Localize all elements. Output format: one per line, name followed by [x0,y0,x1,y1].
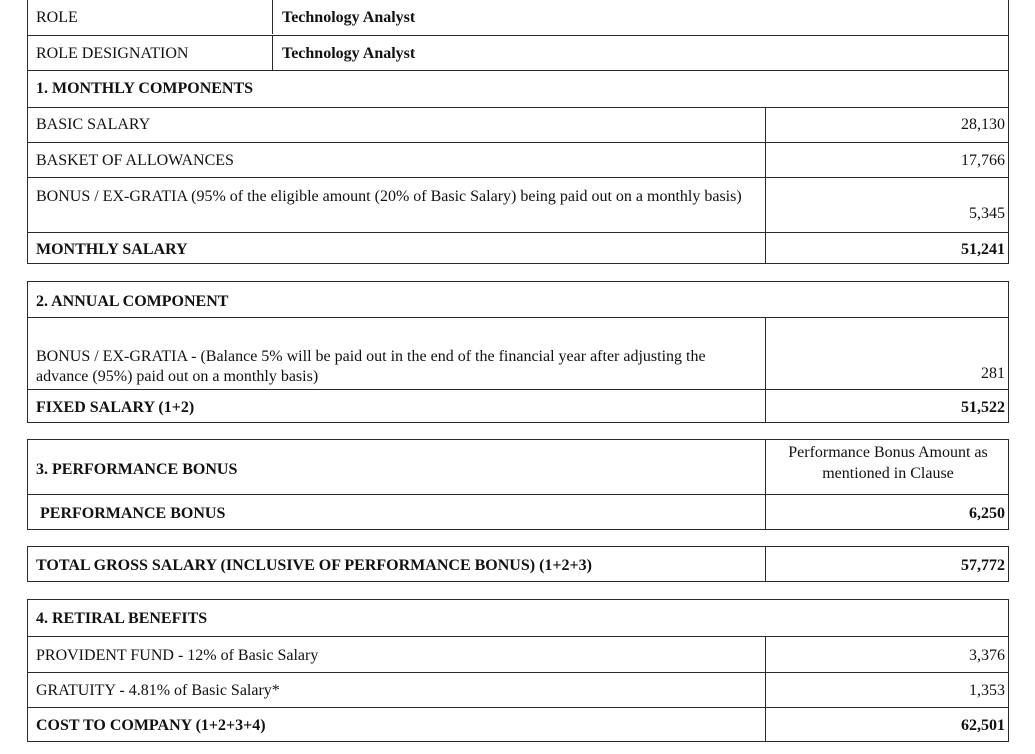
monthly-heading: 1. MONTHLY COMPONENTS [36,80,254,97]
gratuity-label: GRATUITY - 4.81% of Basic Salary* [36,682,280,699]
monthly-salary-label: MONTHLY SALARY [36,241,188,258]
annual-heading-divider [28,317,1008,318]
fixed-salary-label: FIXED SALARY (1+2) [36,399,195,416]
monthly-heading-divider [28,107,1008,108]
performance-bonus-label: PERFORMANCE BONUS [40,505,226,522]
annual-component-table [27,281,1009,423]
gratuity-divider [28,707,1008,708]
role-label: ROLE [36,9,78,26]
annual-bonus-label: BONUS / EX-GRATIA - (Balance 5% will be paid out in the end of the financial year after adjusting the advance (95%) paid out on a monthly basis) [36,348,706,385]
basic-salary-label: BASIC SALARY [36,116,151,133]
monthly-value-divider [765,107,766,263]
performance-heading: 3. PERFORMANCE BONUS [36,461,238,478]
performance-heading-divider [28,494,1008,495]
provident-fund-divider [28,672,1008,673]
designation-value: Technology Analyst [282,45,416,62]
annual-bonus-value: 281 [981,365,1005,382]
retiral-heading-divider [28,636,1008,637]
role-row-divider [28,35,1008,36]
monthly-bonus-label: BONUS / EX-GRATIA (95% of the eligible amount (20% of Basic Salary) being paid out on a monthly basis) [36,188,742,205]
retiral-benefits-table [27,599,1009,742]
total-gross-label: TOTAL GROSS SALARY (INCLUSIVE OF PERFORMANCE BONUS) (1+2+3) [36,557,592,574]
annual-value-divider [765,317,766,422]
total-gross-value: 57,772 [961,557,1005,574]
performance-heading-note: Performance Bonus Amount as mentioned in Clause [788,444,988,482]
total-gross-divider [765,547,766,581]
monthly-bonus-divider [28,232,1008,233]
allowances-value: 17,766 [961,152,1005,169]
allowances-divider [28,177,1008,178]
monthly-salary-value: 51,241 [961,241,1005,258]
designation-divider [272,35,273,70]
provident-fund-label: PROVIDENT FUND - 12% of Basic Salary [36,647,319,664]
retiral-heading: 4. RETIRAL BENEFITS [36,610,208,627]
role-table [27,0,1009,71]
cost-to-company-label: COST TO COMPANY (1+2+3+4) [36,717,266,734]
designation-label: ROLE DESIGNATION [36,45,189,62]
total-gross-table [27,546,1009,582]
annual-bonus-divider [28,389,1008,390]
basic-salary-value: 28,130 [961,116,1005,133]
basic-salary-divider [28,142,1008,143]
provident-fund-value: 3,376 [969,647,1005,664]
performance-bonus-table [27,439,1009,530]
role-divider [272,0,273,34]
annual-heading: 2. ANNUAL COMPONENT [36,293,229,310]
performance-bonus-value: 6,250 [969,505,1005,522]
fixed-salary-value: 51,522 [961,399,1005,416]
retiral-value-divider [765,636,766,741]
role-value: Technology Analyst [282,9,416,26]
monthly-components-table [27,70,1009,264]
gratuity-value: 1,353 [969,682,1005,699]
cost-to-company-value: 62,501 [961,717,1005,734]
monthly-bonus-value: 5,345 [969,205,1005,222]
allowances-label: BASKET OF ALLOWANCES [36,152,234,169]
